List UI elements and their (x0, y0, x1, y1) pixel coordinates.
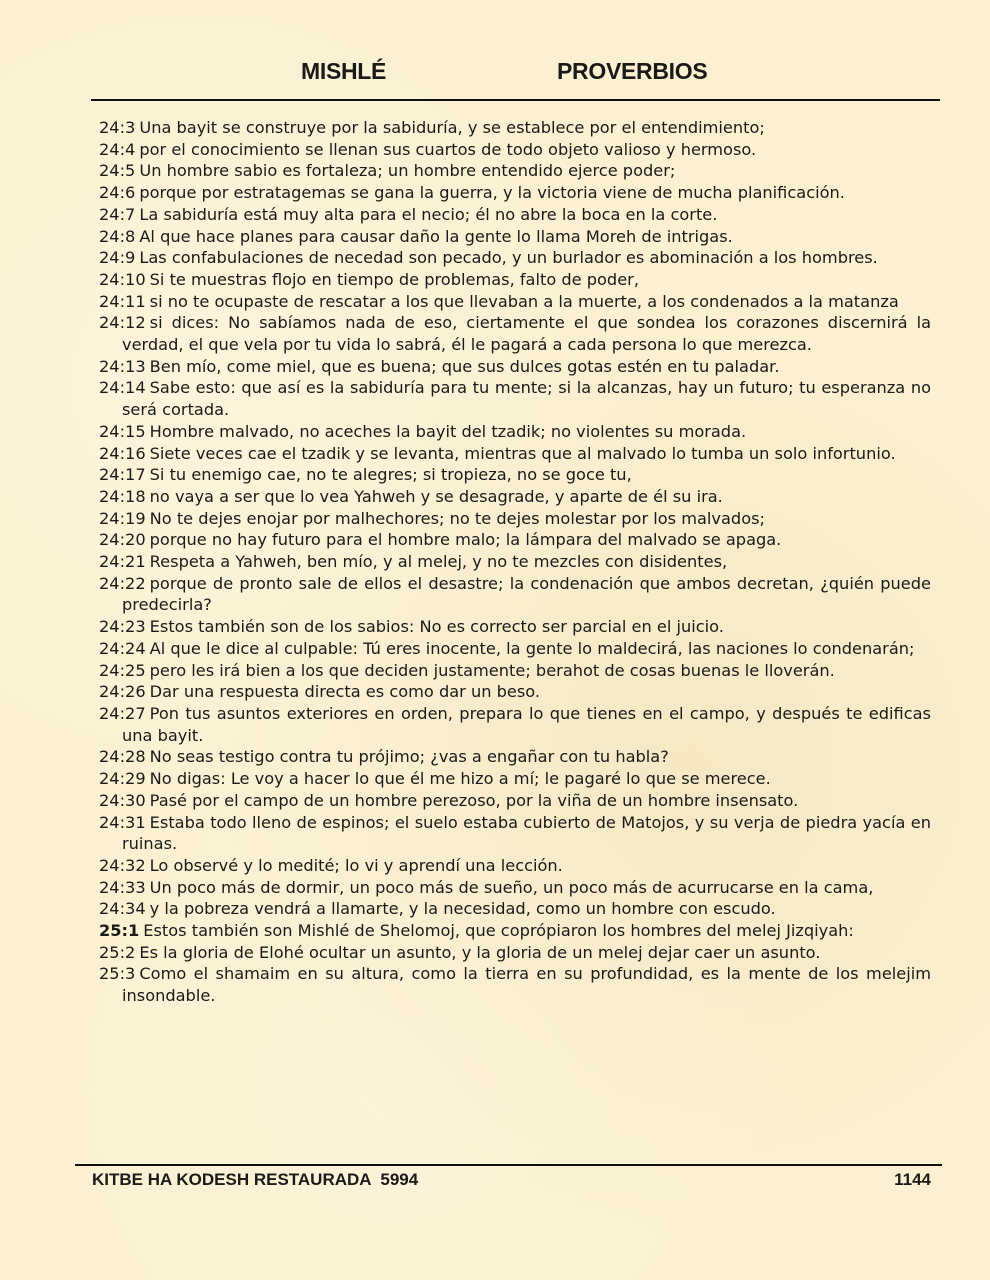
verse-reference: 24:32 (99, 855, 146, 875)
verse (99, 573, 931, 616)
verse-reference: 24:27 (99, 703, 146, 723)
verse (99, 508, 931, 530)
verse-text: Al que le dice al culpable: Tú eres inocente, la gente lo maldecirá, las naciones lo condenarán; (149, 638, 915, 658)
verse (99, 768, 931, 790)
verse-reference: 24:31 (99, 812, 146, 832)
book-title-spanish: PROVERBIOS (557, 58, 708, 84)
verse-reference: 24:3 (99, 118, 136, 137)
verse-reference: 24:7 (99, 204, 136, 224)
verse-reference: 24:34 (99, 899, 146, 919)
verse-reference: 24:29 (99, 769, 146, 789)
verse-text: pero les irá bien a los que deciden justamente; berahot de cosas buenas le lloverán. (149, 660, 835, 680)
verse-reference: 24:24 (99, 638, 146, 658)
verse (99, 312, 931, 355)
verse-text: No digas: Le voy a hacer lo que él me hizo a mí; le pagaré lo que se merece. (149, 769, 771, 789)
verse-text: porque de pronto sale de ellos el desastre; la condenación que ambos decretan, ¿quién puede predecirla? (122, 573, 931, 615)
verse (99, 920, 931, 942)
verse-reference: 24:11 (99, 291, 146, 311)
verse-text: Ben mío, come miel, que es buena; que sus dulces gotas estén en tu paladar. (149, 356, 780, 376)
verse (99, 269, 931, 291)
verse-text: si dices: No sabíamos nada de eso, ciertamente el que sondea los corazones discernirá la verdad, el que vela por tu vida lo sabrá, él le pagará a cada persona lo que merezca. (122, 313, 931, 355)
verse-text: Sabe esto: que así es la sabiduría para tu mente; si la alcanzas, hay un futuro; tu esperanza no será cortada. (122, 378, 931, 420)
verse-reference: 24:17 (99, 465, 146, 485)
verse-reference: 24:4 (99, 139, 136, 159)
verse-reference: 24:18 (99, 486, 146, 506)
verse-text: si no te ocupaste de rescatar a los que llevaban a la muerte, a los condenados a la matanza (149, 291, 899, 311)
verse-text: Un hombre sabio es fortaleza; un hombre entendido ejerce poder; (139, 161, 676, 181)
verse (99, 226, 931, 248)
verse-text: Un poco más de dormir, un poco más de sueño, un poco más de acurrucarse en la cama, (149, 877, 874, 897)
verse (99, 291, 931, 313)
verse-text: porque no hay futuro para el hombre malo; la lámpara del malvado se apaga. (149, 530, 782, 550)
verse-reference: 24:28 (99, 747, 146, 767)
verse-text: Pasé por el campo de un hombre perezoso, por la viña de un hombre insensato. (149, 790, 799, 810)
verse-reference: 24:20 (99, 530, 146, 550)
verse-reference: 24:30 (99, 790, 146, 810)
verse (99, 247, 931, 269)
verse (99, 204, 931, 226)
verse (99, 551, 931, 573)
verse-reference: 24:9 (99, 248, 136, 268)
verse (99, 486, 931, 508)
verse (99, 746, 931, 768)
verse (99, 660, 931, 682)
verse-list (99, 117, 931, 1007)
verse-text: Una bayit se construye por la sabiduría, y se establece por el entendimiento; (139, 118, 765, 137)
verse-text: Siete veces cae el tzadik y se levanta, mientras que al malvado lo tumba un solo infortunio. (149, 443, 896, 463)
verse-text: Es la gloria de Elohé ocultar un asunto, y la gloria de un melej dejar caer un asunto. (139, 942, 821, 962)
verse-text: Pon tus asuntos exteriores en orden, prepara lo que tienes en el campo, y después te edificas una bayit. (122, 703, 931, 745)
verse (99, 942, 931, 964)
verse-reference: 24:10 (99, 269, 146, 289)
verse-reference: 24:12 (99, 313, 146, 333)
verse (99, 160, 931, 182)
verse-text: por el conocimiento se llenan sus cuartos de todo objeto valioso y hermoso. (139, 139, 757, 159)
verse-reference: 24:33 (99, 877, 146, 897)
verse (99, 139, 931, 161)
verse-reference: 24:26 (99, 682, 146, 702)
footer-publication-title: KITBE HA KODESH RESTAURADA 5994 (92, 1170, 419, 1189)
verse (99, 703, 931, 746)
verse (99, 616, 931, 638)
verse-text: Dar una respuesta directa es como dar un beso. (149, 682, 541, 702)
verse (99, 529, 931, 551)
verse (99, 790, 931, 812)
verse (99, 117, 931, 139)
verse-reference: 24:5 (99, 161, 136, 181)
verse-reference: 25:3 (99, 964, 136, 984)
verse-reference: 24:8 (99, 226, 136, 246)
verse-reference: 24:13 (99, 356, 146, 376)
verse (99, 681, 931, 703)
header-rule (91, 99, 940, 101)
verse (99, 898, 931, 920)
verse (99, 464, 931, 486)
page-number: 1144 (894, 1170, 931, 1189)
verse-reference: 24:22 (99, 573, 146, 593)
verse-text: Si te muestras flojo en tiempo de problemas, falto de poder, (149, 269, 639, 289)
verse-text: La sabiduría está muy alta para el necio; él no abre la boca en la corte. (139, 204, 718, 224)
verse-reference: 25:1 (99, 921, 140, 941)
verse-reference: 25:2 (99, 942, 136, 962)
verse-text: porque por estratagemas se gana la guerra, y la victoria viene de mucha planificación. (139, 183, 845, 203)
footer-rule (75, 1164, 942, 1166)
verse-reference: 24:15 (99, 421, 146, 441)
verse-reference: 24:23 (99, 617, 146, 637)
verse (99, 377, 931, 420)
verse-reference: 24:14 (99, 378, 146, 398)
verse (99, 421, 931, 443)
verse-text: Estos también son de los sabios: No es correcto ser parcial en el juicio. (149, 617, 724, 637)
book-title-hebrew: MISHLÉ (301, 58, 387, 84)
verse-reference: 24:21 (99, 552, 146, 572)
verse-text: Lo observé y lo medité; lo vi y aprendí una lección. (149, 855, 563, 875)
verse (99, 182, 931, 204)
verse-text: No te dejes enojar por malhechores; no te dejes molestar por los malvados; (149, 508, 765, 528)
verse-text: No seas testigo contra tu prójimo; ¿vas a engañar con tu habla? (149, 747, 669, 767)
verse (99, 877, 931, 899)
verse (99, 356, 931, 378)
verse-text: Estos también son Mishlé de Shelomoj, que coprópiaron los hombres del melej Jizqiyah: (143, 921, 854, 941)
verse-reference: 24:25 (99, 660, 146, 680)
verse (99, 963, 931, 1006)
page-header (0, 58, 990, 92)
verse-text: Hombre malvado, no aceches la bayit del tzadik; no violentes su morada. (149, 421, 747, 441)
verse (99, 443, 931, 465)
verse-reference: 24:16 (99, 443, 146, 463)
verse-text: Si tu enemigo cae, no te alegres; si tropieza, no se goce tu, (149, 465, 632, 485)
verse-text: Respeta a Yahweh, ben mío, y al melej, y no te mezcles con disidentes, (149, 552, 728, 572)
verse (99, 855, 931, 877)
verse-text: Al que hace planes para causar daño la gente lo llama Moreh de intrigas. (139, 226, 733, 246)
verse-reference: 24:19 (99, 508, 146, 528)
verse-text: Como el shamaim en su altura, como la tierra en su profundidad, es la mente de los melejim insondable. (122, 964, 931, 1006)
verse-text: Estaba todo lleno de espinos; el suelo estaba cubierto de Matojos, y su verja de piedra yacía en ruinas. (122, 812, 931, 854)
verse-text: y la pobreza vendrá a llamarte, y la necesidad, como un hombre con escudo. (149, 899, 776, 919)
verse-text: no vaya a ser que lo vea Yahweh y se desagrade, y aparte de él su ira. (149, 486, 723, 506)
verse-text: Las confabulaciones de necedad son pecado, y un burlador es abominación a los hombres. (139, 248, 878, 268)
verse (99, 812, 931, 855)
verse (99, 638, 931, 660)
verse-reference: 24:6 (99, 183, 136, 203)
